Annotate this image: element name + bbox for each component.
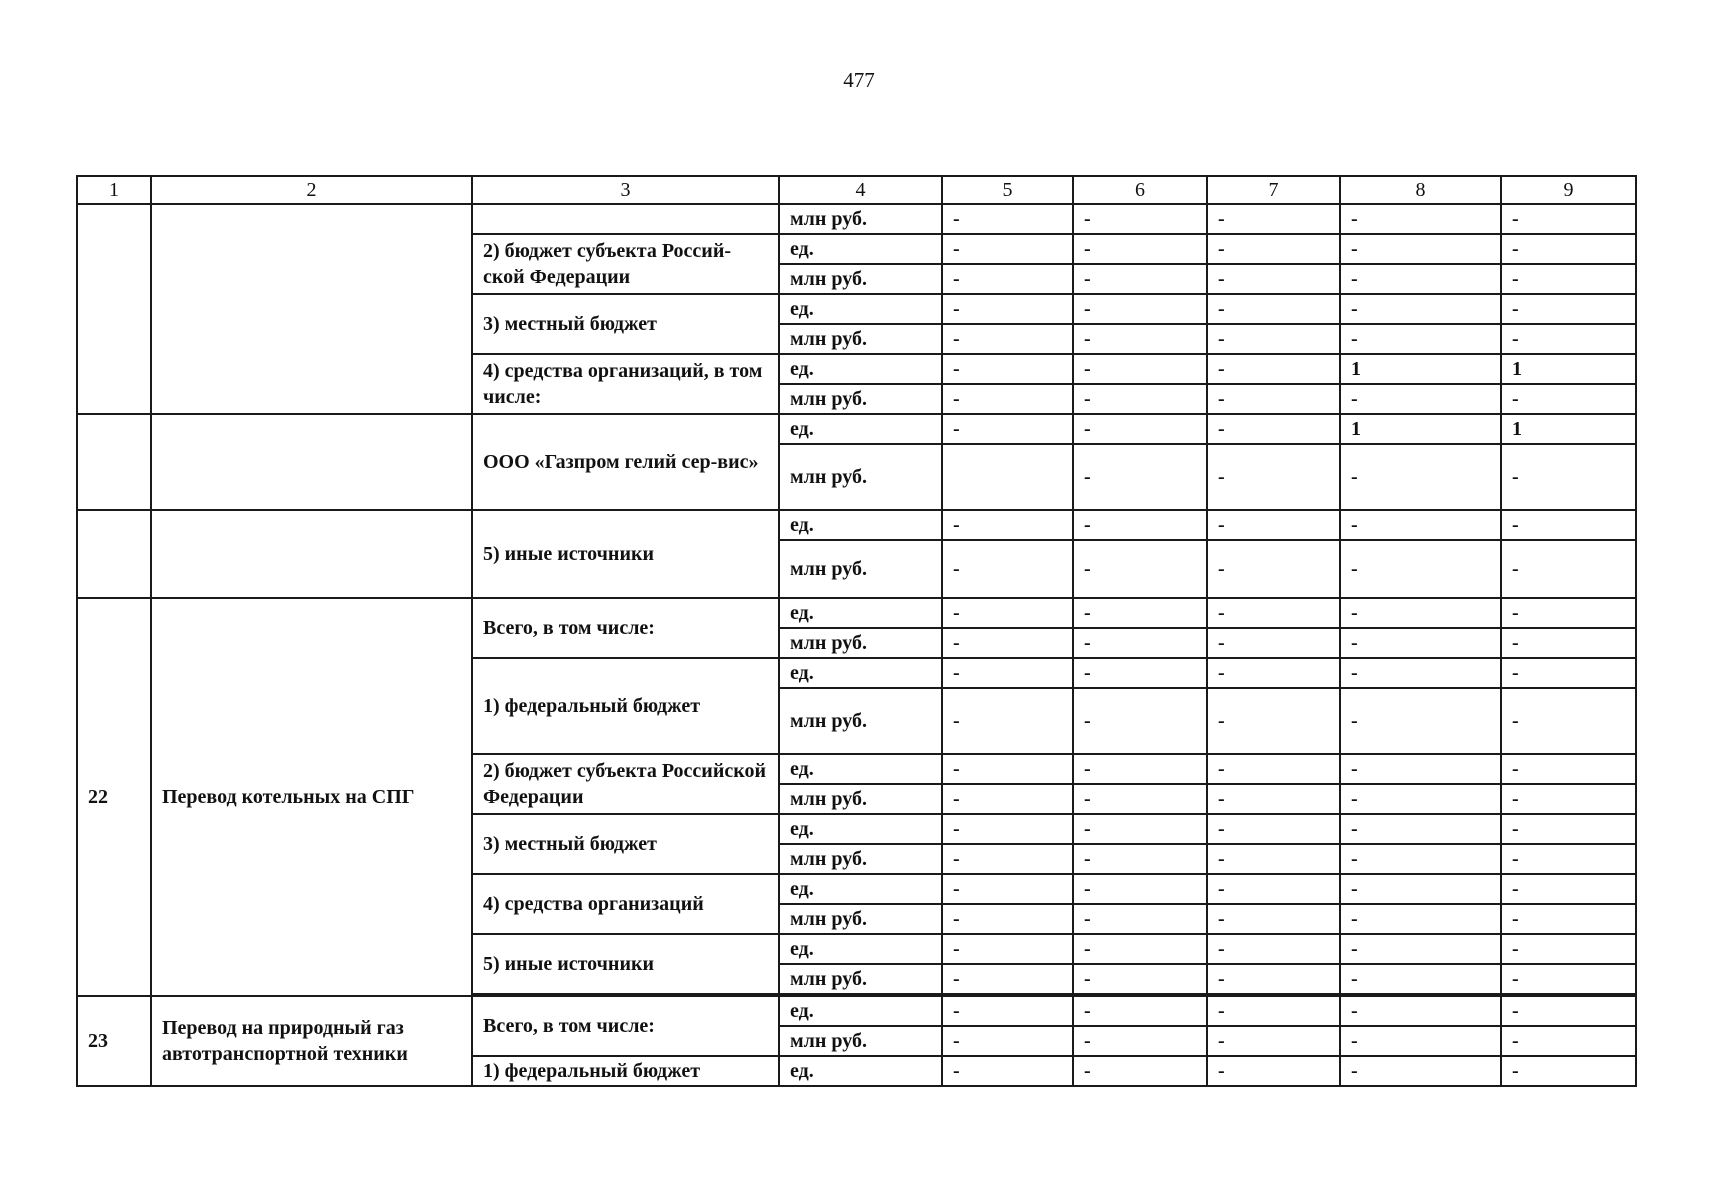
unit-cell: млн руб.: [779, 1026, 942, 1056]
value-cell: -: [1207, 324, 1340, 354]
table-row: [77, 598, 1636, 628]
value-cell: -: [1501, 628, 1636, 658]
unit-cell: ед.: [779, 598, 942, 628]
value-cell: -: [1207, 414, 1340, 444]
value-cell: -: [1340, 264, 1501, 294]
value-cell: -: [1340, 964, 1501, 994]
value-cell: -: [1073, 934, 1207, 964]
value-cell: -: [1340, 784, 1501, 814]
col-header-8: 8: [1340, 176, 1501, 204]
value-cell: -: [942, 784, 1073, 814]
value-cell: 1: [1340, 354, 1501, 384]
value-cell: -: [942, 658, 1073, 688]
value-cell: -: [1501, 814, 1636, 844]
value-cell: -: [1073, 874, 1207, 904]
value-cell: -: [1073, 784, 1207, 814]
value-cell: -: [942, 264, 1073, 294]
value-cell: -: [1340, 754, 1501, 784]
row-number-cell: [77, 204, 151, 414]
value-cell: -: [1501, 598, 1636, 628]
value-cell: -: [1207, 934, 1340, 964]
value-cell: -: [1207, 1026, 1340, 1056]
value-cell: -: [1340, 874, 1501, 904]
value-cell: -: [942, 874, 1073, 904]
value-cell: -: [1501, 294, 1636, 324]
funding-source-cell: Всего, в том числе:: [472, 598, 779, 658]
value-cell: -: [1501, 658, 1636, 688]
unit-cell: млн руб.: [779, 904, 942, 934]
value-cell: -: [1501, 540, 1636, 598]
unit-cell: ед.: [779, 996, 942, 1026]
value-cell: -: [1501, 444, 1636, 510]
value-cell: -: [1340, 294, 1501, 324]
value-cell: 1: [1501, 414, 1636, 444]
value-cell: -: [1073, 324, 1207, 354]
unit-cell: ед.: [779, 658, 942, 688]
value-cell: -: [942, 510, 1073, 540]
value-cell: -: [1501, 784, 1636, 814]
value-cell: -: [1501, 1026, 1636, 1056]
value-cell: -: [1073, 1056, 1207, 1086]
value-cell: -: [1340, 510, 1501, 540]
value-cell: -: [1073, 904, 1207, 934]
value-cell: -: [1501, 996, 1636, 1026]
value-cell: -: [1501, 934, 1636, 964]
value-cell: -: [1207, 540, 1340, 598]
value-cell: -: [1501, 1056, 1636, 1086]
value-cell: -: [1340, 658, 1501, 688]
unit-cell: млн руб.: [779, 540, 942, 598]
value-cell: -: [942, 996, 1073, 1026]
value-cell: [942, 444, 1073, 510]
value-cell: -: [1340, 540, 1501, 598]
col-header-5: 5: [942, 176, 1073, 204]
value-cell: -: [1340, 384, 1501, 414]
row-number-cell: [77, 510, 151, 598]
unit-cell: млн руб.: [779, 444, 942, 510]
unit-cell: ед.: [779, 814, 942, 844]
value-cell: -: [1207, 598, 1340, 628]
unit-cell: ед.: [779, 874, 942, 904]
funding-source-cell: 3) местный бюджет: [472, 294, 779, 354]
row-title-cell: [151, 414, 472, 510]
value-cell: -: [1340, 996, 1501, 1026]
value-cell: -: [1501, 688, 1636, 754]
unit-cell: ед.: [779, 754, 942, 784]
unit-cell: ед.: [779, 510, 942, 540]
funding-source-cell: 2) бюджет субъекта Российской Федерации: [472, 754, 779, 814]
value-cell: -: [1207, 996, 1340, 1026]
value-cell: -: [1207, 964, 1340, 994]
value-cell: -: [942, 904, 1073, 934]
value-cell: -: [1073, 964, 1207, 994]
unit-cell: млн руб.: [779, 688, 942, 754]
value-cell: -: [942, 414, 1073, 444]
value-cell: -: [1207, 904, 1340, 934]
value-cell: -: [1207, 754, 1340, 784]
col-header-4: 4: [779, 176, 942, 204]
value-cell: -: [1340, 844, 1501, 874]
funding-source-cell: 3) местный бюджет: [472, 814, 779, 874]
unit-cell: млн руб.: [779, 964, 942, 994]
funding-source-cell: 4) средства организаций: [472, 874, 779, 934]
funding-source-cell: 1) федеральный бюджет: [472, 1056, 779, 1086]
value-cell: -: [1340, 204, 1501, 234]
value-cell: -: [1207, 814, 1340, 844]
value-cell: -: [1207, 658, 1340, 688]
value-cell: -: [1073, 354, 1207, 384]
value-cell: -: [1207, 234, 1340, 264]
value-cell: -: [1073, 628, 1207, 658]
value-cell: -: [1073, 844, 1207, 874]
unit-cell: ед.: [779, 1056, 942, 1086]
value-cell: -: [1340, 814, 1501, 844]
value-cell: -: [1340, 688, 1501, 754]
funding-source-cell: [472, 204, 779, 234]
value-cell: -: [942, 234, 1073, 264]
table-row: [77, 510, 1636, 540]
funding-source-cell: 1) федеральный бюджет: [472, 658, 779, 754]
row-title-cell: Перевод на природный газ автотранспортной техники: [151, 996, 472, 1086]
value-cell: -: [1207, 628, 1340, 658]
value-cell: -: [942, 354, 1073, 384]
value-cell: -: [942, 934, 1073, 964]
value-cell: -: [1340, 1026, 1501, 1056]
value-cell: -: [1073, 204, 1207, 234]
value-cell: -: [1501, 904, 1636, 934]
value-cell: -: [1340, 904, 1501, 934]
value-cell: -: [1073, 264, 1207, 294]
col-header-3: 3: [472, 176, 779, 204]
value-cell: -: [1207, 844, 1340, 874]
value-cell: -: [1073, 814, 1207, 844]
value-cell: -: [1501, 844, 1636, 874]
value-cell: -: [942, 844, 1073, 874]
value-cell: -: [942, 598, 1073, 628]
funding-source-cell: Всего, в том числе:: [472, 996, 779, 1056]
value-cell: -: [1207, 354, 1340, 384]
value-cell: -: [1340, 1056, 1501, 1086]
table-row: [77, 414, 1636, 444]
unit-cell: ед.: [779, 934, 942, 964]
row-title-cell: Перевод котельных на СПГ: [151, 598, 472, 996]
value-cell: -: [1073, 1026, 1207, 1056]
col-header-2: 2: [151, 176, 472, 204]
value-cell: -: [1073, 444, 1207, 510]
funding-source-cell: 5) иные источники: [472, 934, 779, 994]
value-cell: 1: [1340, 414, 1501, 444]
value-cell: -: [1207, 294, 1340, 324]
value-cell: -: [1207, 874, 1340, 904]
value-cell: -: [1073, 540, 1207, 598]
value-cell: -: [1073, 996, 1207, 1026]
value-cell: -: [1501, 384, 1636, 414]
value-cell: -: [942, 540, 1073, 598]
value-cell: -: [1207, 510, 1340, 540]
table-row: [77, 996, 1636, 1026]
page-number: 477: [843, 68, 875, 92]
value-cell: -: [942, 688, 1073, 754]
unit-cell: млн руб.: [779, 784, 942, 814]
value-cell: -: [1501, 234, 1636, 264]
value-cell: -: [1073, 510, 1207, 540]
funding-source-cell: 4) средства организаций, в том числе:: [472, 354, 779, 414]
value-cell: -: [1207, 204, 1340, 234]
row-title-cell: [151, 510, 472, 598]
value-cell: -: [942, 754, 1073, 784]
value-cell: -: [1207, 1056, 1340, 1086]
col-header-6: 6: [1073, 176, 1207, 204]
col-header-1: 1: [77, 176, 151, 204]
funding-source-cell: 2) бюджет субъекта Россий-ской Федерации: [472, 234, 779, 294]
value-cell: -: [942, 814, 1073, 844]
unit-cell: млн руб.: [779, 324, 942, 354]
row-title-cell: [151, 204, 472, 414]
value-cell: 1: [1501, 354, 1636, 384]
value-cell: -: [1501, 324, 1636, 354]
value-cell: -: [1073, 234, 1207, 264]
funding-source-cell: ООО «Газпром гелий сер-вис»: [472, 414, 779, 510]
value-cell: -: [1340, 444, 1501, 510]
value-cell: -: [942, 204, 1073, 234]
row-number-cell: [77, 414, 151, 510]
value-cell: -: [1073, 688, 1207, 754]
unit-cell: ед.: [779, 354, 942, 384]
value-cell: -: [1340, 234, 1501, 264]
value-cell: -: [1073, 414, 1207, 444]
value-cell: -: [1073, 294, 1207, 324]
value-cell: -: [1207, 688, 1340, 754]
value-cell: -: [1501, 204, 1636, 234]
unit-cell: млн руб.: [779, 844, 942, 874]
value-cell: -: [1073, 658, 1207, 688]
value-cell: -: [1340, 598, 1501, 628]
value-cell: -: [1207, 264, 1340, 294]
value-cell: -: [1207, 784, 1340, 814]
unit-cell: млн руб.: [779, 628, 942, 658]
value-cell: -: [1340, 934, 1501, 964]
row-number-cell: 22: [77, 598, 151, 996]
value-cell: -: [1207, 444, 1340, 510]
value-cell: -: [1073, 384, 1207, 414]
value-cell: -: [1073, 754, 1207, 784]
investment-table: [76, 175, 1637, 1087]
unit-cell: млн руб.: [779, 264, 942, 294]
col-header-9: 9: [1501, 176, 1636, 204]
unit-cell: ед.: [779, 294, 942, 324]
col-header-7: 7: [1207, 176, 1340, 204]
value-cell: -: [1501, 754, 1636, 784]
value-cell: -: [1073, 598, 1207, 628]
value-cell: -: [942, 324, 1073, 354]
value-cell: -: [942, 1026, 1073, 1056]
value-cell: -: [1501, 264, 1636, 294]
row-number-cell: 23: [77, 996, 151, 1086]
value-cell: -: [942, 628, 1073, 658]
column-number-row: [77, 176, 1636, 204]
value-cell: -: [1501, 964, 1636, 994]
unit-cell: ед.: [779, 234, 942, 264]
value-cell: -: [1501, 510, 1636, 540]
table-row: [77, 204, 1636, 234]
value-cell: -: [1340, 324, 1501, 354]
unit-cell: млн руб.: [779, 204, 942, 234]
value-cell: -: [1501, 874, 1636, 904]
unit-cell: ед.: [779, 414, 942, 444]
value-cell: -: [942, 294, 1073, 324]
value-cell: -: [942, 1056, 1073, 1086]
value-cell: -: [1340, 628, 1501, 658]
unit-cell: млн руб.: [779, 384, 942, 414]
value-cell: -: [1207, 384, 1340, 414]
value-cell: -: [942, 384, 1073, 414]
funding-source-cell: 5) иные источники: [472, 510, 779, 598]
value-cell: -: [942, 964, 1073, 994]
